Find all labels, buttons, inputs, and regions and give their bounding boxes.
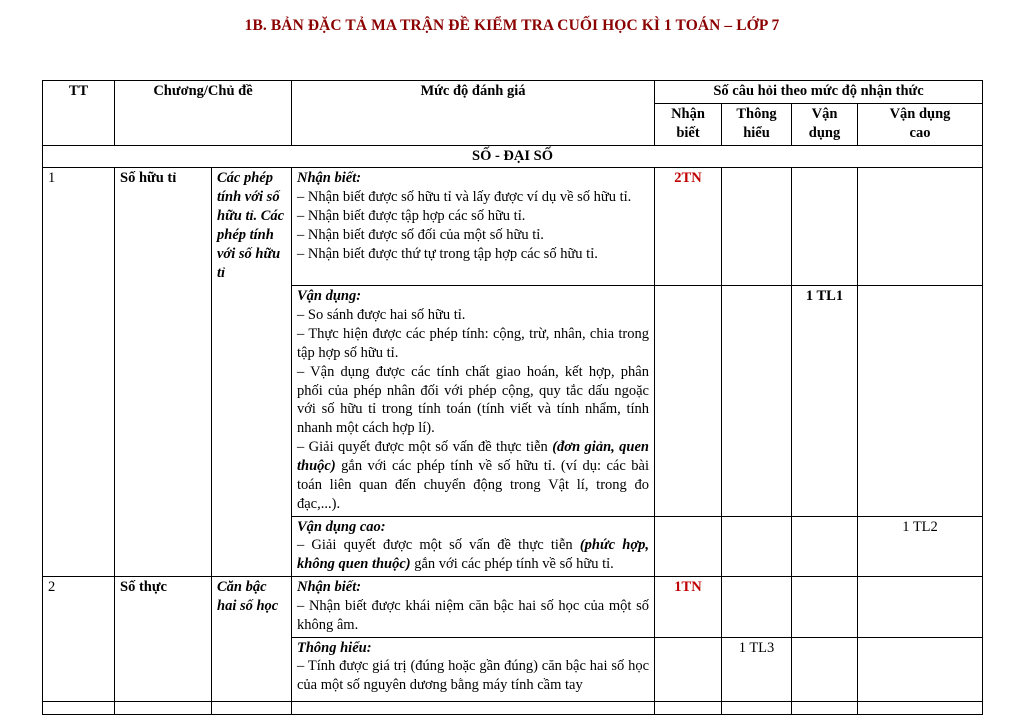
mark-cell-nhan-biet bbox=[655, 516, 722, 577]
mark-cell-thong-hieu bbox=[722, 168, 792, 286]
spec-matrix-table bbox=[42, 80, 983, 715]
mark-cell-van-dung bbox=[792, 577, 858, 638]
criteria-cell bbox=[292, 637, 655, 701]
tt-cell: 2 bbox=[43, 577, 115, 702]
criteria-cell bbox=[292, 286, 655, 516]
criteria-item: – Nhận biết được thứ tự trong tập hợp các số hữu tỉ. bbox=[297, 245, 598, 262]
level-label: Vận dụng cao bbox=[889, 105, 951, 141]
empty-cell bbox=[722, 701, 792, 714]
level-label: Nhận biết bbox=[671, 105, 705, 141]
criteria-level-heading: Vận dụng: bbox=[297, 288, 362, 305]
criteria-item-text: – Giải quyết được một số vấn đề thực tiễn bbox=[297, 537, 580, 554]
mark-cell-thong-hieu bbox=[722, 577, 792, 638]
mark-cell-van-dung bbox=[792, 637, 858, 701]
mark-cell-van-dung-cao bbox=[858, 168, 983, 286]
empty-cell bbox=[655, 701, 722, 714]
col-header-levels-group: Số câu hỏi theo mức độ nhận thức bbox=[655, 81, 983, 104]
empty-cell bbox=[212, 701, 292, 714]
col-header-level-thong-hieu bbox=[722, 103, 792, 145]
tt-cell: 1 bbox=[43, 168, 115, 577]
mark-cell-van-dung: 1 TL1 bbox=[792, 286, 858, 516]
col-header-criteria: Mức độ đánh giá bbox=[292, 81, 655, 146]
criteria-level-heading: Thông hiểu: bbox=[297, 639, 372, 656]
criteria-level-heading: Nhận biết: bbox=[297, 170, 362, 187]
document-title: 1B. BẢN ĐẶC TẢ MA TRẬN ĐỀ KIỂM TRA CUỐI HỌC KÌ 1 TOÁN – LỚP 7 bbox=[244, 17, 780, 34]
mark-cell-nhan-biet: 1TN bbox=[655, 577, 722, 638]
empty-cell bbox=[43, 701, 115, 714]
criteria-item-emphasis: (phức hợp, không quen thuộc) bbox=[297, 537, 649, 573]
chapter-cell: Số hữu tỉ bbox=[115, 168, 212, 577]
criteria-level-heading: Vận dụng cao: bbox=[297, 518, 386, 535]
section-title: SỐ - ĐẠI SỐ bbox=[43, 145, 983, 168]
criteria-cell bbox=[292, 577, 655, 638]
mark-cell-van-dung-cao bbox=[858, 577, 983, 638]
mark-cell-nhan-biet bbox=[655, 286, 722, 516]
criteria-item-text: gắn với các phép tính về số hữu tỉ. bbox=[410, 556, 614, 573]
topic-cell: Các phép tính với số hữu tỉ. Các phép tính với số hữu tỉ bbox=[212, 168, 292, 577]
criteria-item-text: gắn với các phép tính về số hữu tỉ. (ví dụ: các bài toán liên quan đến chuyển động trong Vật lí, trong đo đạc,...). bbox=[297, 457, 649, 512]
criteria-item: – Nhận biết được tập hợp các số hữu tỉ. bbox=[297, 208, 526, 225]
criteria-item-emphasis: (đơn giản, quen thuộc) bbox=[297, 439, 649, 474]
criteria-item bbox=[297, 536, 649, 574]
criteria-item: – Thực hiện được các phép tính: cộng, trừ, nhân, chia trong tập hợp số hữu tỉ. bbox=[297, 326, 649, 361]
col-header-chapter-topic: Chương/Chủ đề bbox=[115, 81, 292, 146]
mark-cell-van-dung bbox=[792, 516, 858, 577]
mark-cell-nhan-biet bbox=[655, 637, 722, 701]
mark-cell-van-dung bbox=[792, 168, 858, 286]
mark-cell-nhan-biet: 2TN bbox=[655, 168, 722, 286]
criteria-item-text: – Giải quyết được một số vấn đề thực tiễn bbox=[297, 439, 553, 456]
empty-cell bbox=[115, 701, 212, 714]
col-header-tt: TT bbox=[43, 81, 115, 146]
level-label: Vận dụng bbox=[808, 105, 841, 141]
empty-cell bbox=[292, 701, 655, 714]
criteria-item: – So sánh được hai số hữu tỉ. bbox=[297, 307, 466, 324]
topic-cell: Căn bậc hai số học bbox=[212, 577, 292, 702]
criteria-item: – Nhận biết được khái niệm căn bậc hai số học của một số không âm. bbox=[297, 597, 649, 633]
mark-cell-thong-hieu bbox=[722, 516, 792, 577]
table-row bbox=[43, 577, 983, 638]
table-row-partial bbox=[43, 701, 983, 714]
criteria-item: – Tính được giá trị (đúng hoặc gần đúng) căn bậc hai số học của một số nguyên dương bằng máy tính cầm tay bbox=[297, 658, 649, 694]
col-header-level-nhan-biet bbox=[655, 103, 722, 145]
section-row bbox=[43, 145, 983, 168]
empty-cell bbox=[858, 701, 983, 714]
col-header-level-van-dung-cao bbox=[858, 103, 983, 145]
mark-cell-van-dung-cao: 1 TL2 bbox=[858, 516, 983, 577]
mark-cell-thong-hieu: 1 TL3 bbox=[722, 637, 792, 701]
level-label: Thông hiểu bbox=[736, 105, 777, 141]
criteria-item: – Vận dụng được các tính chất giao hoán, kết hợp, phân phối của phép nhân đối với phép cộng, quy tắc dấu ngoặc với số hữu tỉ trong tính toán (tính viết và tính nhẩm, tính nhanh một cách hợp lí). bbox=[297, 363, 649, 437]
chapter-cell: Số thực bbox=[115, 577, 212, 702]
criteria-level-heading: Nhận biết: bbox=[297, 579, 362, 596]
criteria-cell bbox=[292, 516, 655, 577]
criteria-item bbox=[297, 438, 649, 513]
col-header-level-van-dung bbox=[792, 103, 858, 145]
empty-cell bbox=[792, 701, 858, 714]
mark-cell-thong-hieu bbox=[722, 286, 792, 516]
criteria-cell bbox=[292, 168, 655, 286]
criteria-item: – Nhận biết được số hữu tỉ và lấy được ví dụ về số hữu tỉ. bbox=[297, 189, 632, 206]
table-row bbox=[43, 168, 983, 286]
criteria-item: – Nhận biết được số đối của một số hữu tỉ. bbox=[297, 226, 544, 243]
mark-cell-van-dung-cao bbox=[858, 637, 983, 701]
mark-cell-van-dung-cao bbox=[858, 286, 983, 516]
header-row-top bbox=[43, 81, 983, 104]
